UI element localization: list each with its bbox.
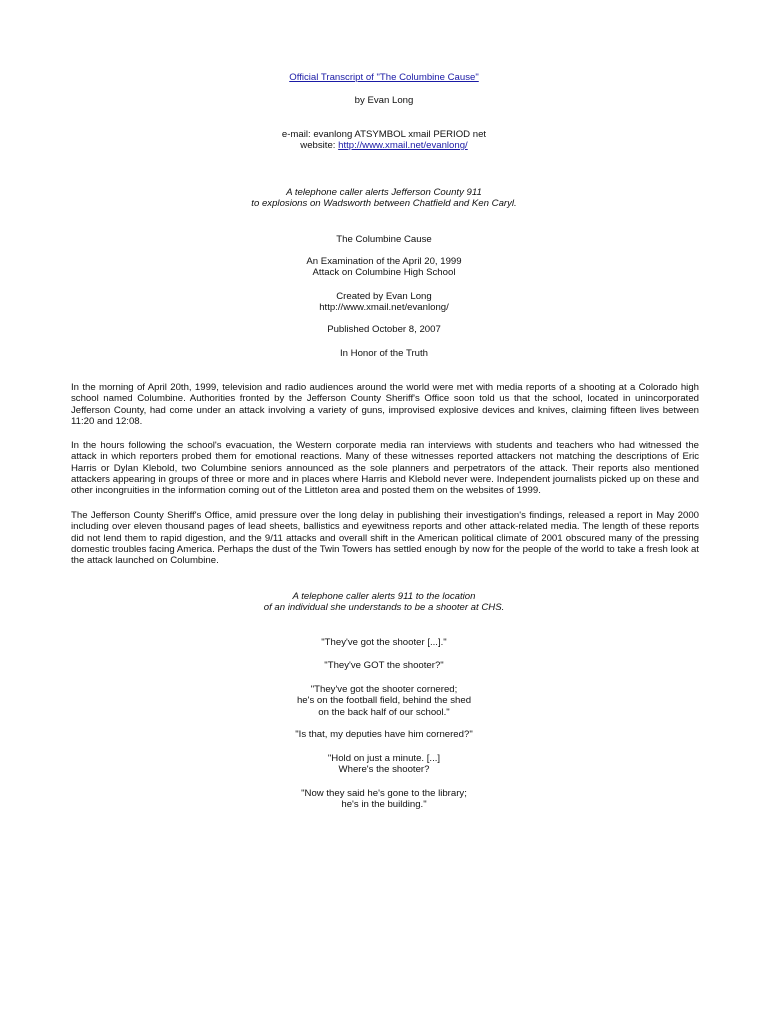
quote-line: "They've GOT the shooter?" [324,660,444,671]
body-paragraph-1: In the morning of April 20th, 1999, television and radio audiences around the world were met with media reports of a shooting at a Colorado high school named Columbine. Authorities fronted by the Jefferson County Sheriff's Office soon told us that the school, located in unincorporated Jefferson County, had come under an attack involving a variety of guns, improvised explosive devices and knives, claiming fifteen lives between 11:20 and 12:08. [71,382,699,427]
document-header [0,72,768,83]
caption-911-shooter [0,591,768,614]
title-link[interactable]: Official Transcript of "The Columbine Cause" [289,72,479,83]
quote-line: "They've got the shooter [...]." [321,637,447,648]
created-by-line: Created by Evan Long [336,291,432,302]
caption-line: to explosions on Wadsworth between Chatfield and Ken Caryl. [251,198,517,210]
caption-line: of an individual she understands to be a shooter at CHS. [263,602,505,614]
website-line [0,140,768,151]
transcript-quote [0,729,768,740]
quote-line: "They've got the shooter cornered; [310,684,458,695]
created-by-url: http://www.xmail.net/evanlong/ [319,302,449,314]
quote-line: on the back half of our school." [318,706,450,718]
subtitle-line: An Examination of the April 20, 1999 [306,256,462,267]
created-by [0,291,768,314]
caption-911-explosions [0,187,768,210]
caption-line: A telephone caller alerts Jefferson County 911 [286,187,482,198]
body-paragraph-3: The Jefferson County Sheriff's Office, amid pressure over the long delay in publishing their investigation's findings, released a report in May 2000 including over eleven thousand pages of lead sheets, ballistics and eyewitness reports and other attack-related media. The length of these reports did not lend them to rapid digestion, and the 9/11 attacks and overall shift in the American political climate of 2001 obscured many of the pressing domestic troubles facing America. Perhaps the dust of the Twin Towers has settled enough by now for the people of the world to take a fresh look at the attack launched on Columbine. [71,510,699,567]
transcript-quote [0,637,768,648]
document-title: The Columbine Cause [336,234,432,245]
transcript-quote [0,660,768,671]
body-paragraph-2: In the hours following the school's evacuation, the Western corporate media ran interviews with students and teachers who had witnessed the attack in which reporters probed them for emotional reactions. Many of these witnesses reported attackers not matching the descriptions of Eric Harris or Dylan Klebold, two Columbine seniors announced as the sole planners and perpetrators of the attack. Their reports also mentioned attackers appearing in groups of three or more and in places where Harris and Klebold never were. Independent journalists picked up on these and other incongruities in the information coming out of the Littleton area and posted them on the websites of 1999. [71,440,699,497]
transcript-quote [0,753,768,776]
quote-line: "Is that, my deputies have him cornered?" [295,729,473,740]
quote-line: he's on the football field, behind the shed [296,695,472,707]
quote-line: he's in the building." [341,799,427,811]
dedication: In Honor of the Truth [340,348,428,359]
caption-line: A telephone caller alerts 911 to the location [292,591,476,602]
email-line: e-mail: evanlong ATSYMBOL xmail PERIOD net [281,129,487,140]
transcript-quote [0,788,768,811]
website-label: website: [300,140,339,151]
subtitle-line: Attack on Columbine High School [312,267,456,279]
transcript-quote [0,684,768,718]
document-subtitle [0,256,768,279]
quote-line: "Hold on just a minute. [...] [327,753,441,764]
quote-line: Where's the shooter? [338,764,430,776]
quote-line: "Now they said he's gone to the library; [301,788,467,799]
published-date: Published October 8, 2007 [327,324,441,335]
byline: by Evan Long [354,95,414,106]
website-link[interactable]: http://www.xmail.net/evanlong/ [338,140,468,151]
